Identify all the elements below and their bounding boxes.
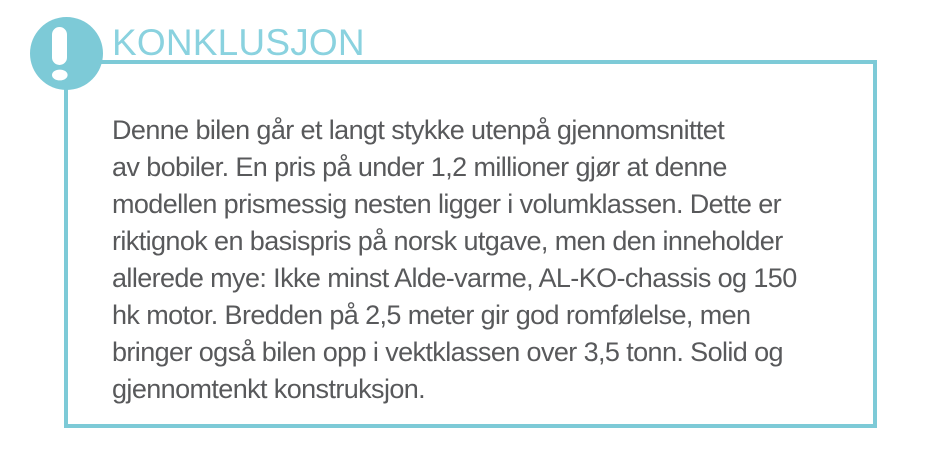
body-line: hk motor. Bredden på 2,5 meter gir god romfølelse, men	[112, 300, 751, 330]
conclusion-body	[112, 112, 797, 408]
body-line: allerede mye: Ikke minst Alde-varme, AL-KO-chassis og 150	[112, 263, 797, 293]
body-line: Denne bilen går et langt stykke utenpå gjennomsnittet	[112, 115, 725, 145]
body-line: bringer også bilen opp i vektklassen over 3,5 tonn. Solid og	[112, 337, 783, 367]
body-line: gjennomtenkt konstruksjon.	[112, 374, 426, 404]
body-line: modellen prismessig nesten ligger i volumklassen. Dette er	[112, 189, 782, 219]
body-line: riktignok en basispris på norsk utgave, men den inneholder	[112, 226, 783, 256]
exclamation-badge	[30, 17, 103, 90]
body-line: av bobiler. En pris på under 1,2 millioner gjør at denne	[112, 152, 727, 182]
conclusion-title: KONKLUSJON	[112, 22, 365, 63]
exclamation-icon	[30, 17, 103, 90]
